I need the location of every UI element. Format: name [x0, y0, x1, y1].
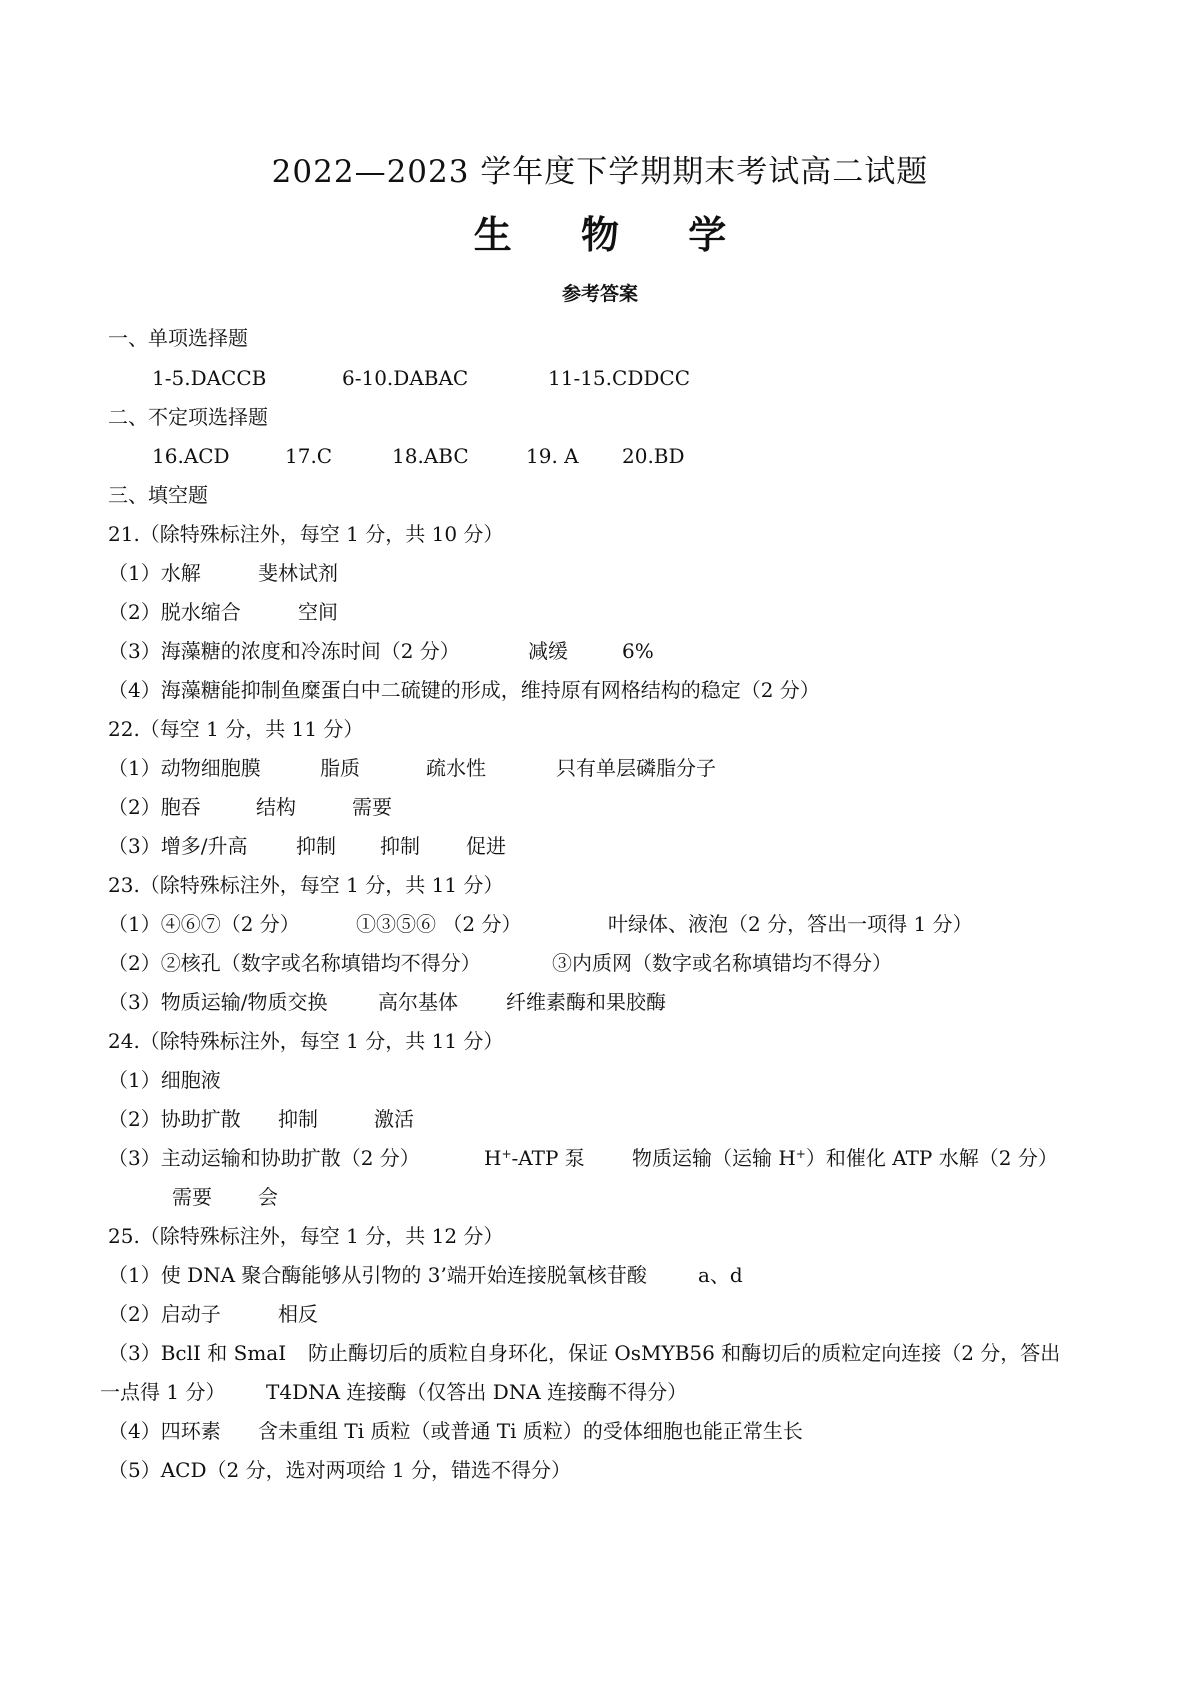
- answer-text: （1）使 DNA 聚合酶能够从引物的 3’端开始连接脱氧核苷酸: [108, 1263, 647, 1287]
- answer-text: 激活: [374, 1107, 414, 1131]
- answer-text: ①③⑤⑥ （2 分）: [356, 912, 522, 936]
- answer-text: 减缓: [528, 639, 568, 663]
- answer-text: （3）BclI 和 SmaI: [108, 1341, 287, 1365]
- answer-key-label: 参考答案: [561, 283, 638, 305]
- answer-group: 6-10.DABAC: [342, 366, 469, 390]
- question-25-header: 25.（除特殊标注外，每空 1 分，共 12 分）: [108, 1224, 504, 1248]
- answer-item: 16.ACD: [152, 444, 230, 468]
- answer-text: 纤维素酶和果胶酶: [506, 990, 666, 1014]
- answer-text: 结构: [256, 795, 296, 819]
- answer-text: （4）四环素: [108, 1419, 221, 1443]
- answer-text: 含未重组 Ti 质粒（或普通 Ti 质粒）的受体细胞也能正常生长: [258, 1419, 803, 1443]
- answer-text-transport-function: 物质运输（运输 H+）和催化 ATP 水解（2 分）: [632, 1146, 1058, 1170]
- answer-text: （3）主动运输和协助扩散（2 分）: [108, 1146, 420, 1170]
- answer-text: 疏水性: [426, 756, 486, 780]
- document-title: 2022—2023 学年度下学期期末考试高二试题: [271, 154, 929, 190]
- answer-text: T4DNA 连接酶（仅答出 DNA 连接酶不得分）: [266, 1380, 688, 1404]
- answer-text: a、d: [698, 1263, 743, 1287]
- answer-text: 需要: [172, 1185, 212, 1209]
- answer-item: 18.ABC: [392, 444, 469, 468]
- answer-item: 20.BD: [622, 444, 685, 468]
- answer-text: （1）动物细胞膜: [108, 756, 261, 780]
- answer-text: （4）海藻糖能抑制鱼糜蛋白中二硫键的形成，维持原有网格结构的稳定（2 分）: [108, 678, 820, 702]
- answer-text: 高尔基体: [378, 990, 458, 1014]
- answer-item: 19. A: [526, 444, 579, 468]
- answer-text: （2）胞吞: [108, 795, 201, 819]
- section-heading-single-choice: 一、单项选择题: [108, 326, 248, 350]
- answer-text: （3）增多/升高: [108, 834, 248, 858]
- question-24-header: 24.（除特殊标注外，每空 1 分，共 11 分）: [108, 1029, 504, 1053]
- answer-text: 防止酶切后的质粒自身环化，保证 OsMYB56 和酶切后的质粒定向连接（2 分，答出: [308, 1341, 1061, 1365]
- answer-text: （2）②核孔（数字或名称填错均不得分）: [108, 951, 481, 975]
- answer-text: （2）脱水缩合: [108, 600, 241, 624]
- answer-text: 促进: [466, 834, 506, 858]
- section-heading-fill-in: 三、填空题: [108, 483, 208, 507]
- section-heading-multiple-choice: 二、不定项选择题: [108, 405, 268, 429]
- answer-text: 需要: [352, 795, 392, 819]
- question-23-header: 23.（除特殊标注外，每空 1 分，共 11 分）: [108, 873, 504, 897]
- answer-text: 只有单层磷脂分子: [556, 756, 716, 780]
- answer-text: 斐林试剂: [258, 561, 338, 585]
- answer-group: 11-15.CDDCC: [548, 366, 690, 390]
- answer-text: （1）细胞液: [108, 1068, 221, 1092]
- answer-text: （2）协助扩散: [108, 1107, 241, 1131]
- answer-text: （5）ACD（2 分，选对两项给 1 分，错选不得分）: [108, 1458, 572, 1482]
- answer-text: （1）水解: [108, 561, 201, 585]
- answer-text-h-atp-pump: H+-ATP 泵: [484, 1146, 585, 1170]
- answer-text: 6%: [622, 639, 654, 663]
- answer-text: 叶绿体、液泡（2 分，答出一项得 1 分）: [608, 912, 973, 936]
- subject-title: 生 物 学: [473, 213, 755, 257]
- answer-text: 抑制: [278, 1107, 318, 1131]
- answer-text: 抑制: [296, 834, 336, 858]
- answer-text: （3）物质运输/物质交换: [108, 990, 328, 1014]
- question-22-header: 22.（每空 1 分，共 11 分）: [108, 717, 364, 741]
- answer-text: （3）海藻糖的浓度和冷冻时间（2 分）: [108, 639, 460, 663]
- answer-text: （1）④⑥⑦（2 分）: [108, 912, 300, 936]
- answer-text: ③内质网（数字或名称填错均不得分）: [552, 951, 892, 975]
- answer-item: 17.C: [285, 444, 333, 468]
- answer-group: 1-5.DACCB: [152, 366, 267, 390]
- answer-text: 空间: [298, 600, 338, 624]
- answer-text: 抑制: [380, 834, 420, 858]
- answer-text: （2）启动子: [108, 1302, 221, 1326]
- question-21-header: 21.（除特殊标注外，每空 1 分，共 10 分）: [108, 522, 504, 546]
- answer-text: 脂质: [320, 756, 360, 780]
- answer-text: 相反: [278, 1302, 318, 1326]
- answer-text: 会: [258, 1185, 278, 1209]
- answer-text: 一点得 1 分）: [100, 1380, 226, 1404]
